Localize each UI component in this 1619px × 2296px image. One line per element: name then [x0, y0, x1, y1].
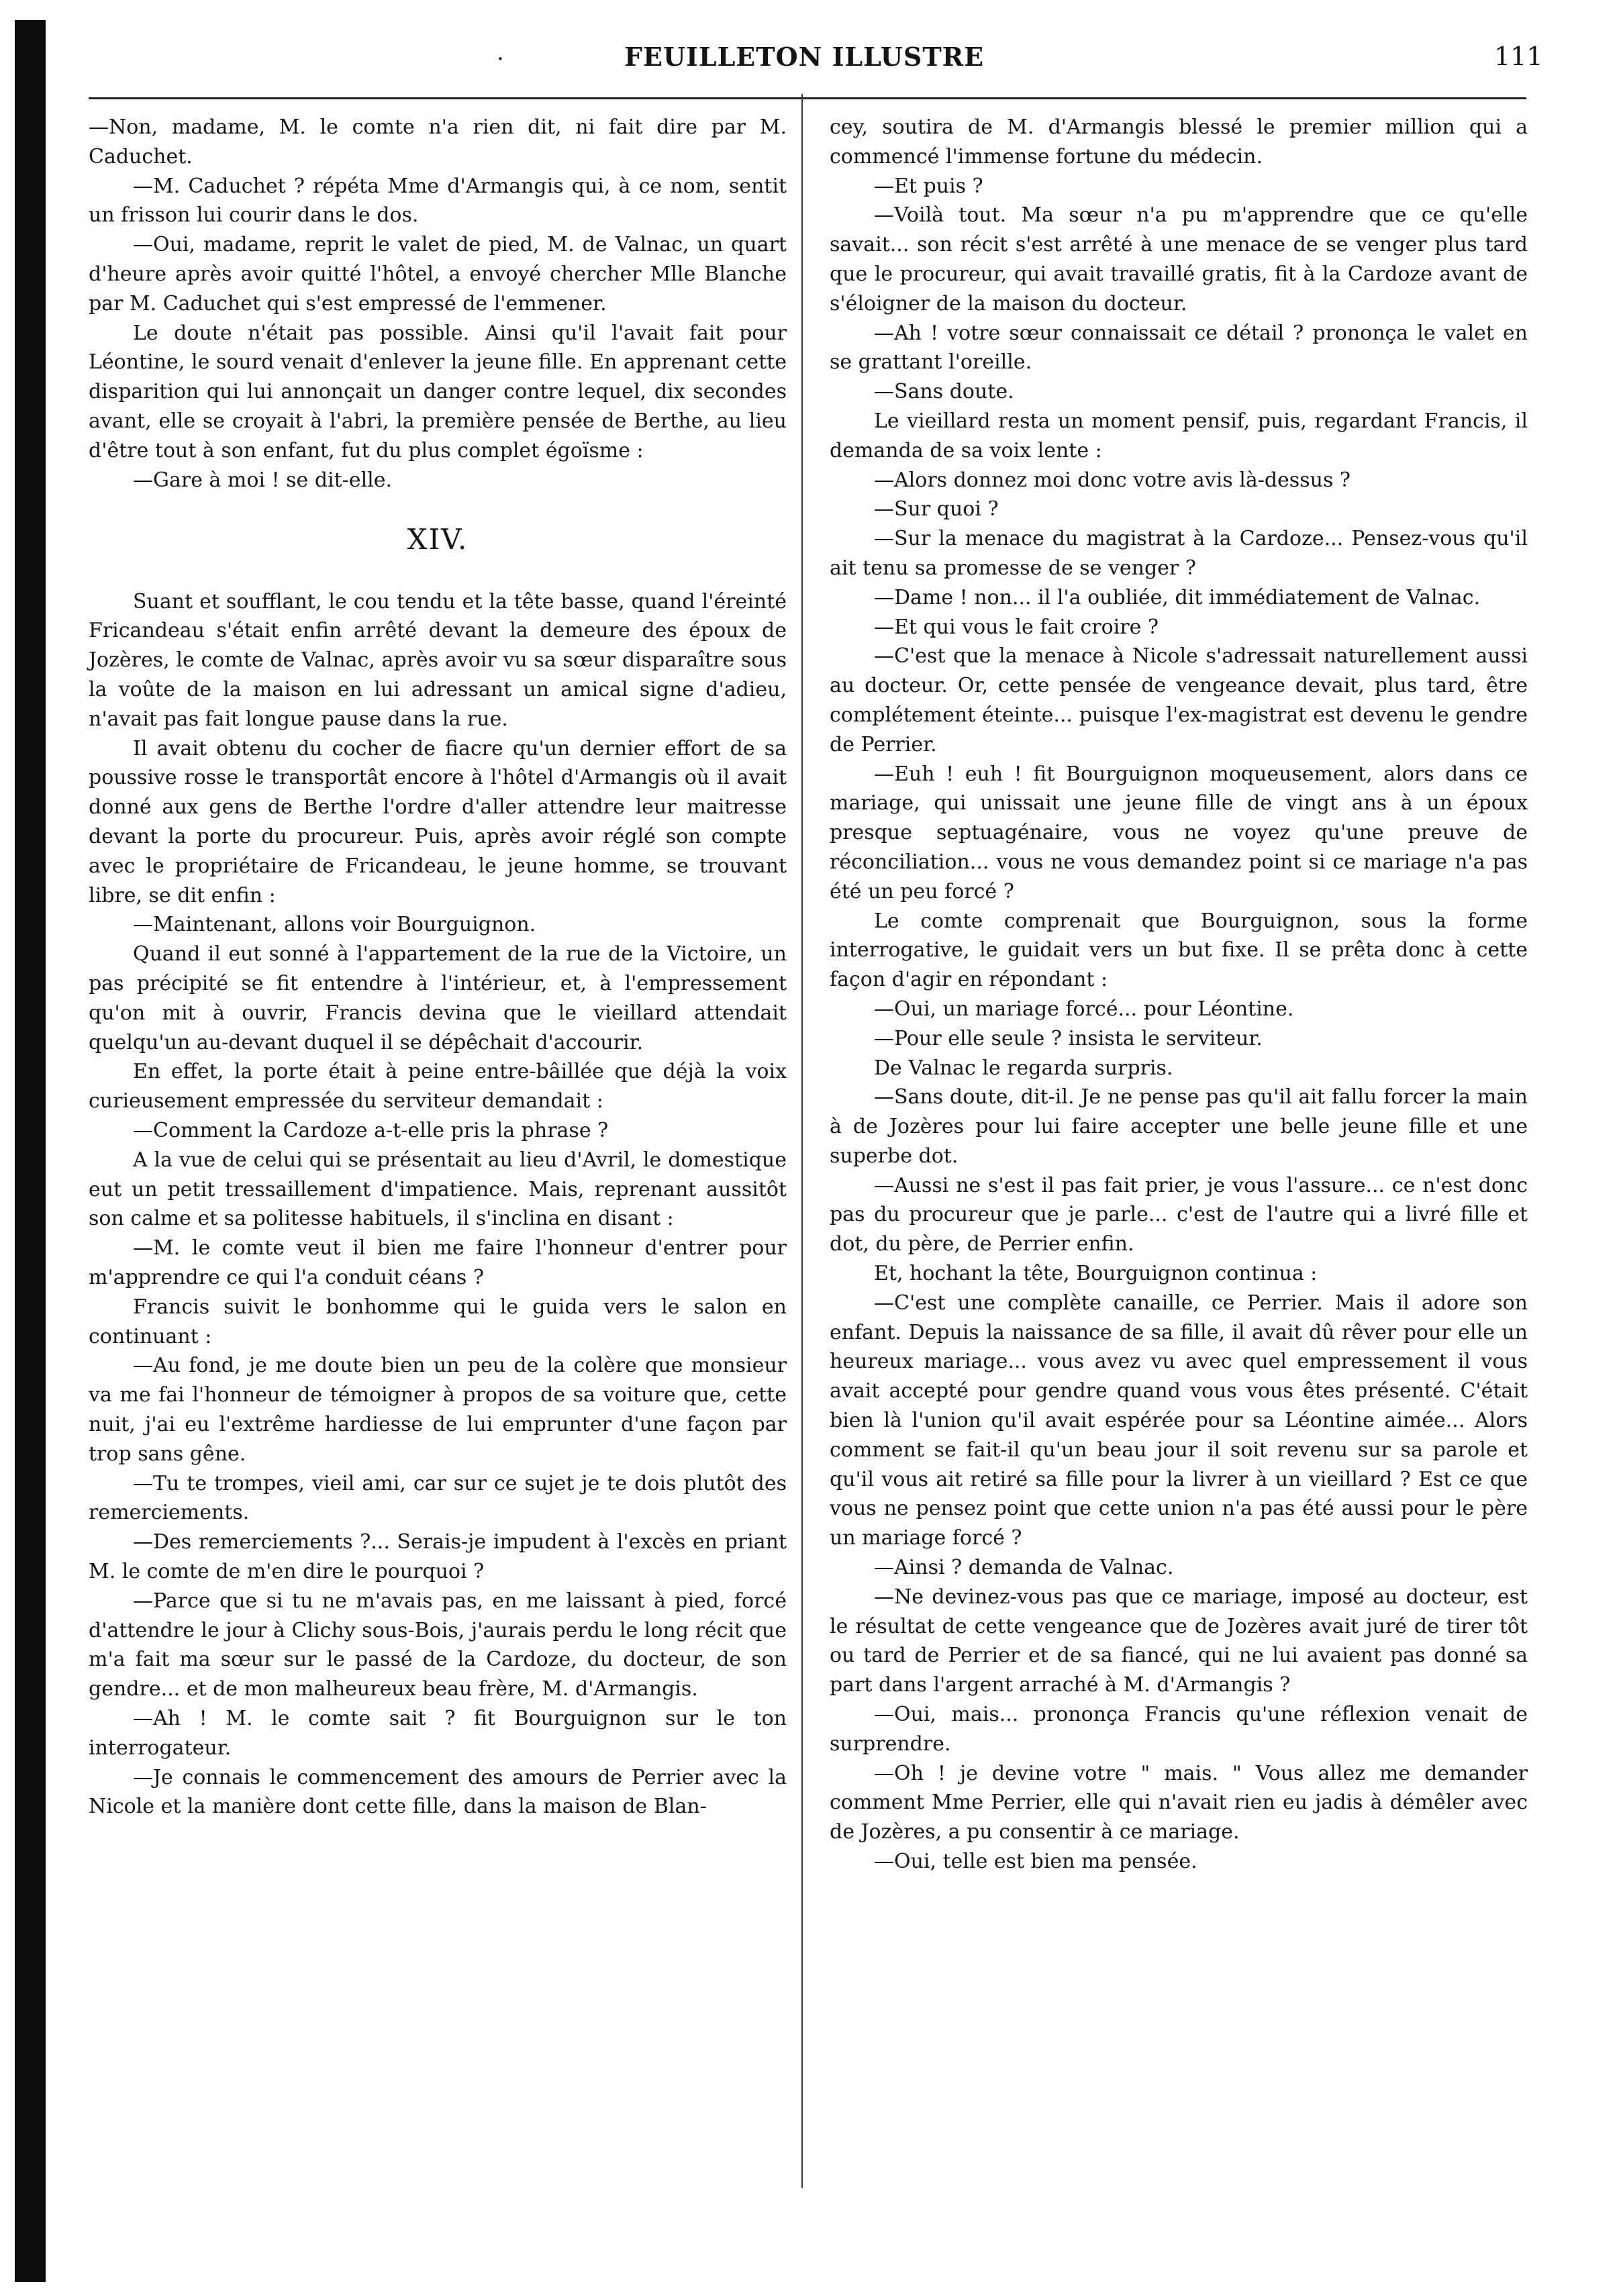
paragraph: —Ah ! M. le comte sait ? fit Bourguignon sur le ton interrogateur.: [89, 1706, 787, 1760]
paragraph: —Ah ! votre sœur connaissait ce détail ? prononça le valet en se grattant l'oreille.: [830, 321, 1528, 375]
paragraph: —Alors donnez moi donc votre avis là-dessus ?: [874, 468, 1351, 492]
paragraph: —Voilà tout. Ma sœur n'a pu m'apprendre que ce qu'elle savait... son récit s'est arrêté à une menace de se venger plus tard que le procureur, qui avait travaillé gratis, fit à la Cardoze avant de s'éloigner de la maison du docteur.: [830, 203, 1528, 315]
paragraph: cey, soutira de M. d'Armangis blessé le premier million qui a commencé l'immense fortune du médecin.: [830, 115, 1528, 168]
paragraph: —Oui, un mariage forcé... pour Léontine.: [874, 997, 1294, 1021]
running-title: FEUILLETON ILLUSTRE: [624, 42, 985, 72]
paragraph: A la vue de celui qui se présentait au lieu d'Avril, le domestique eut un petit tressaillement d'impatience. Mais, reprenant aussitôt son calme et sa politesse habituels, il s'inclina en disant :: [89, 1148, 787, 1231]
paragraph: —C'est une complète canaille, ce Perrier. Mais il adore son enfant. Depuis la naissance de sa fille, il avait dû rêver pour elle un heureux mariage... vous avez vu avec quel empressement il vous avait accepté pour gendre quand vous vous êtes présenté. C'était bien là l'union qu'il avait espérée pour sa Léontine aimée... Alors comment se fait-il qu'un beau jour il soit revenu sur sa parole et qu'il vous ait retiré sa fille pour la livrer à un vieillard ? Est ce que vous ne pensez point que cette union n'a pas été aussi pour le père un mariage forcé ?: [830, 1291, 1528, 1550]
paragraph: —Sur la menace du magistrat à la Cardoze... Pensez-vous qu'il ait tenu sa promesse de se venger ?: [830, 527, 1528, 580]
paragraph: —Sans doute, dit-il. Je ne pense pas qu'il ait fallu forcer la main à de Jozères pour lui faire accepter une belle jeune fille et une superbe dot.: [830, 1085, 1528, 1168]
paragraph: Et, hochant la tête, Bourguignon continua :: [874, 1262, 1318, 1286]
paragraph: —Et qui vous le fait croire ?: [874, 615, 1159, 639]
paragraph: —Oui, mais... prononça Francis qu'une réflexion venait de surprendre.: [830, 1703, 1528, 1756]
paragraph: Francis suivit le bonhomme qui le guida vers le salon en continuant :: [89, 1295, 787, 1348]
paragraph: —Oui, madame, reprit le valet de pied, M. de Valnac, un quart d'heure après avoir quitté l'hôtel, a envoyé chercher Mlle Blanche par M. Caduchet qui s'est empressé de l'emmener.: [89, 233, 787, 315]
right-column: [830, 113, 1528, 1877]
paragraph: Le vieillard resta un moment pensif, puis, regardant Francis, il demanda de sa voix lente :: [830, 409, 1528, 462]
paragraph: Il avait obtenu du cocher de fiacre qu'un dernier effort de sa poussive rosse le transportât encore à l'hôtel d'Armangis où il avait donné aux gens de Berthe l'ordre d'aller attendre leur maitresse devant la porte du procureur. Puis, après avoir réglé son compte avec le propriétaire de Fricandeau, le jeune homme, se trouvant libre, se dit enfin :: [89, 736, 787, 907]
paragraph: —Et puis ?: [874, 174, 983, 198]
paragraph: —Oh ! je devine votre " mais. " Vous allez me demander comment Mme Perrier, elle qui n'avait rien eu jadis à démêler avec de Jozères, a pu consentir à ce mariage.: [830, 1761, 1528, 1844]
paragraph: —Tu te trompes, vieil ami, car sur ce sujet je te dois plutôt des remerciements.: [89, 1471, 787, 1525]
paragraph: En effet, la porte était à peine entre-bâillée que déjà la voix curieusement empressée du serviteur demandait :: [89, 1060, 787, 1113]
page-number: 111: [1494, 42, 1543, 71]
chapter-heading: XIV.: [407, 523, 469, 556]
paragraph: —Ainsi ? demanda de Valnac.: [874, 1556, 1174, 1580]
paragraph: —Parce que si tu ne m'avais pas, en me laissant à pied, forcé d'attendre le jour à Clichy sous-Bois, j'aurais perdu le long récit que m'a fait ma sœur sur le passé de la Cardoze, du docteur, de son gendre... et de mon malheureux beau frère, M. d'Armangis.: [89, 1589, 787, 1701]
paragraph: —Dame ! non... il l'a oubliée, dit immédiatement de Valnac.: [874, 585, 1481, 609]
paragraph: Quand il eut sonné à l'appartement de la rue de la Victoire, un pas précipité se fit entendre à l'intérieur, et, à l'empressement qu'on mit à ouvrir, Francis devina que le vieillard attendait quelqu'un au-devant duquel il se dépêchait d'accourir.: [89, 942, 787, 1054]
paragraph: —Au fond, je me doute bien un peu de la colère que monsieur va me fai l'honneur de témoigner à propos de sa voiture que, cette nuit, j'ai eu l'extrême hardiesse de lui emprunter d'une façon par trop sans gêne.: [89, 1354, 787, 1466]
paragraph: —Ne devinez-vous pas que ce mariage, imposé au docteur, est le résultat de cette vengeance que de Jozères avait juré de tirer tôt ou tard de Perrier et de sa fiancé, qui ne lui avaient pas donné sa part dans l'argent arraché à M. d'Armangis ?: [830, 1585, 1528, 1697]
paragraph: Le doute n'était pas possible. Ainsi qu'il l'avait fait pour Léontine, le sourd venait d'enlever la jeune fille. En apprenant cette disparition qui lui annonçait un danger contre lequel, dix secondes avant, elle se croyait à l'abri, la première pensée de Berthe, au lieu d'être tout à son enfant, fut du plus complet égoïsme :: [89, 321, 787, 462]
paragraph: De Valnac le regarda surpris.: [874, 1056, 1173, 1080]
paragraph: Le comte comprenait que Bourguignon, sous la forme interrogative, le guidait vers un but fixe. Il se prêta donc à cette façon d'agir en répondant :: [830, 909, 1528, 992]
paragraph: —Sans doute.: [874, 380, 1014, 404]
paragraph: —Euh ! euh ! fit Bourguignon moqueusement, alors dans ce mariage, qui unissait une jeune fille de vingt ans à un époux presque septuagénaire, vous ne voyez qu'une preuve de réconciliation... vous ne vous demandez point si ce mariage n'a pas été un peu forcé ?: [830, 762, 1528, 903]
paragraph: Suant et soufflant, le cou tendu et la tête basse, quand l'éreinté Fricandeau s'était enfin arrêté devant la demeure des époux de Jozères, le comte de Valnac, après avoir vu sa sœur disparaître sous la voûte de la maison en lui adressant un amical signe d'adieu, n'avait pas fait longue pause dans la rue.: [89, 589, 787, 731]
paragraph: —Gare à moi ! se dit-elle.: [133, 468, 393, 492]
header-dot: ·: [497, 46, 504, 72]
paragraph: —C'est que la menace à Nicole s'adressait naturellement aussi au docteur. Or, cette pensée de vengeance devait, plus tard, être complétement éteinte... puisque l'ex-magistrat est devenu le gendre de Perrier.: [830, 644, 1528, 756]
paragraph: —M. le comte veut il bien me faire l'honneur d'entrer pour m'apprendre ce qui l'a conduit céans ?: [89, 1236, 787, 1289]
paragraph: —Des remerciements ?... Serais-je impudent à l'excès en priant M. le comte de m'en dire le pourquoi ?: [89, 1530, 787, 1583]
paragraph: —Sur quoi ?: [874, 497, 999, 521]
paragraph: —Oui, telle est bien ma pensée.: [874, 1850, 1197, 1874]
paragraph: —Aussi ne s'est il pas fait prier, je vous l'assure... ce n'est donc pas du procureur que je parle... c'est de l'autre qui a livré fille et dot, du père, de Perrier enfin.: [830, 1173, 1528, 1256]
paragraph: —Comment la Cardoze a-t-elle pris la phrase ?: [133, 1119, 609, 1143]
paragraph: —Non, madame, M. le comte n'a rien dit, ni fait dire par M. Caduchet.: [89, 115, 787, 168]
header-rule: [89, 97, 1526, 99]
column-divider: [801, 94, 803, 2188]
left-column: [89, 113, 787, 1821]
paragraph: —Pour elle seule ? insista le serviteur.: [874, 1026, 1263, 1050]
paragraph: —M. Caduchet ? répéta Mme d'Armangis qui, à ce nom, sentit un frisson lui courir dans le dos.: [89, 174, 787, 228]
paragraph: —Je connais le commencement des amours de Perrier avec la Nicole et la manière dont cette fille, dans la maison de Blan-: [89, 1765, 787, 1819]
paragraph: —Maintenant, allons voir Bourguignon.: [133, 913, 536, 937]
binding-edge: [15, 20, 46, 2282]
